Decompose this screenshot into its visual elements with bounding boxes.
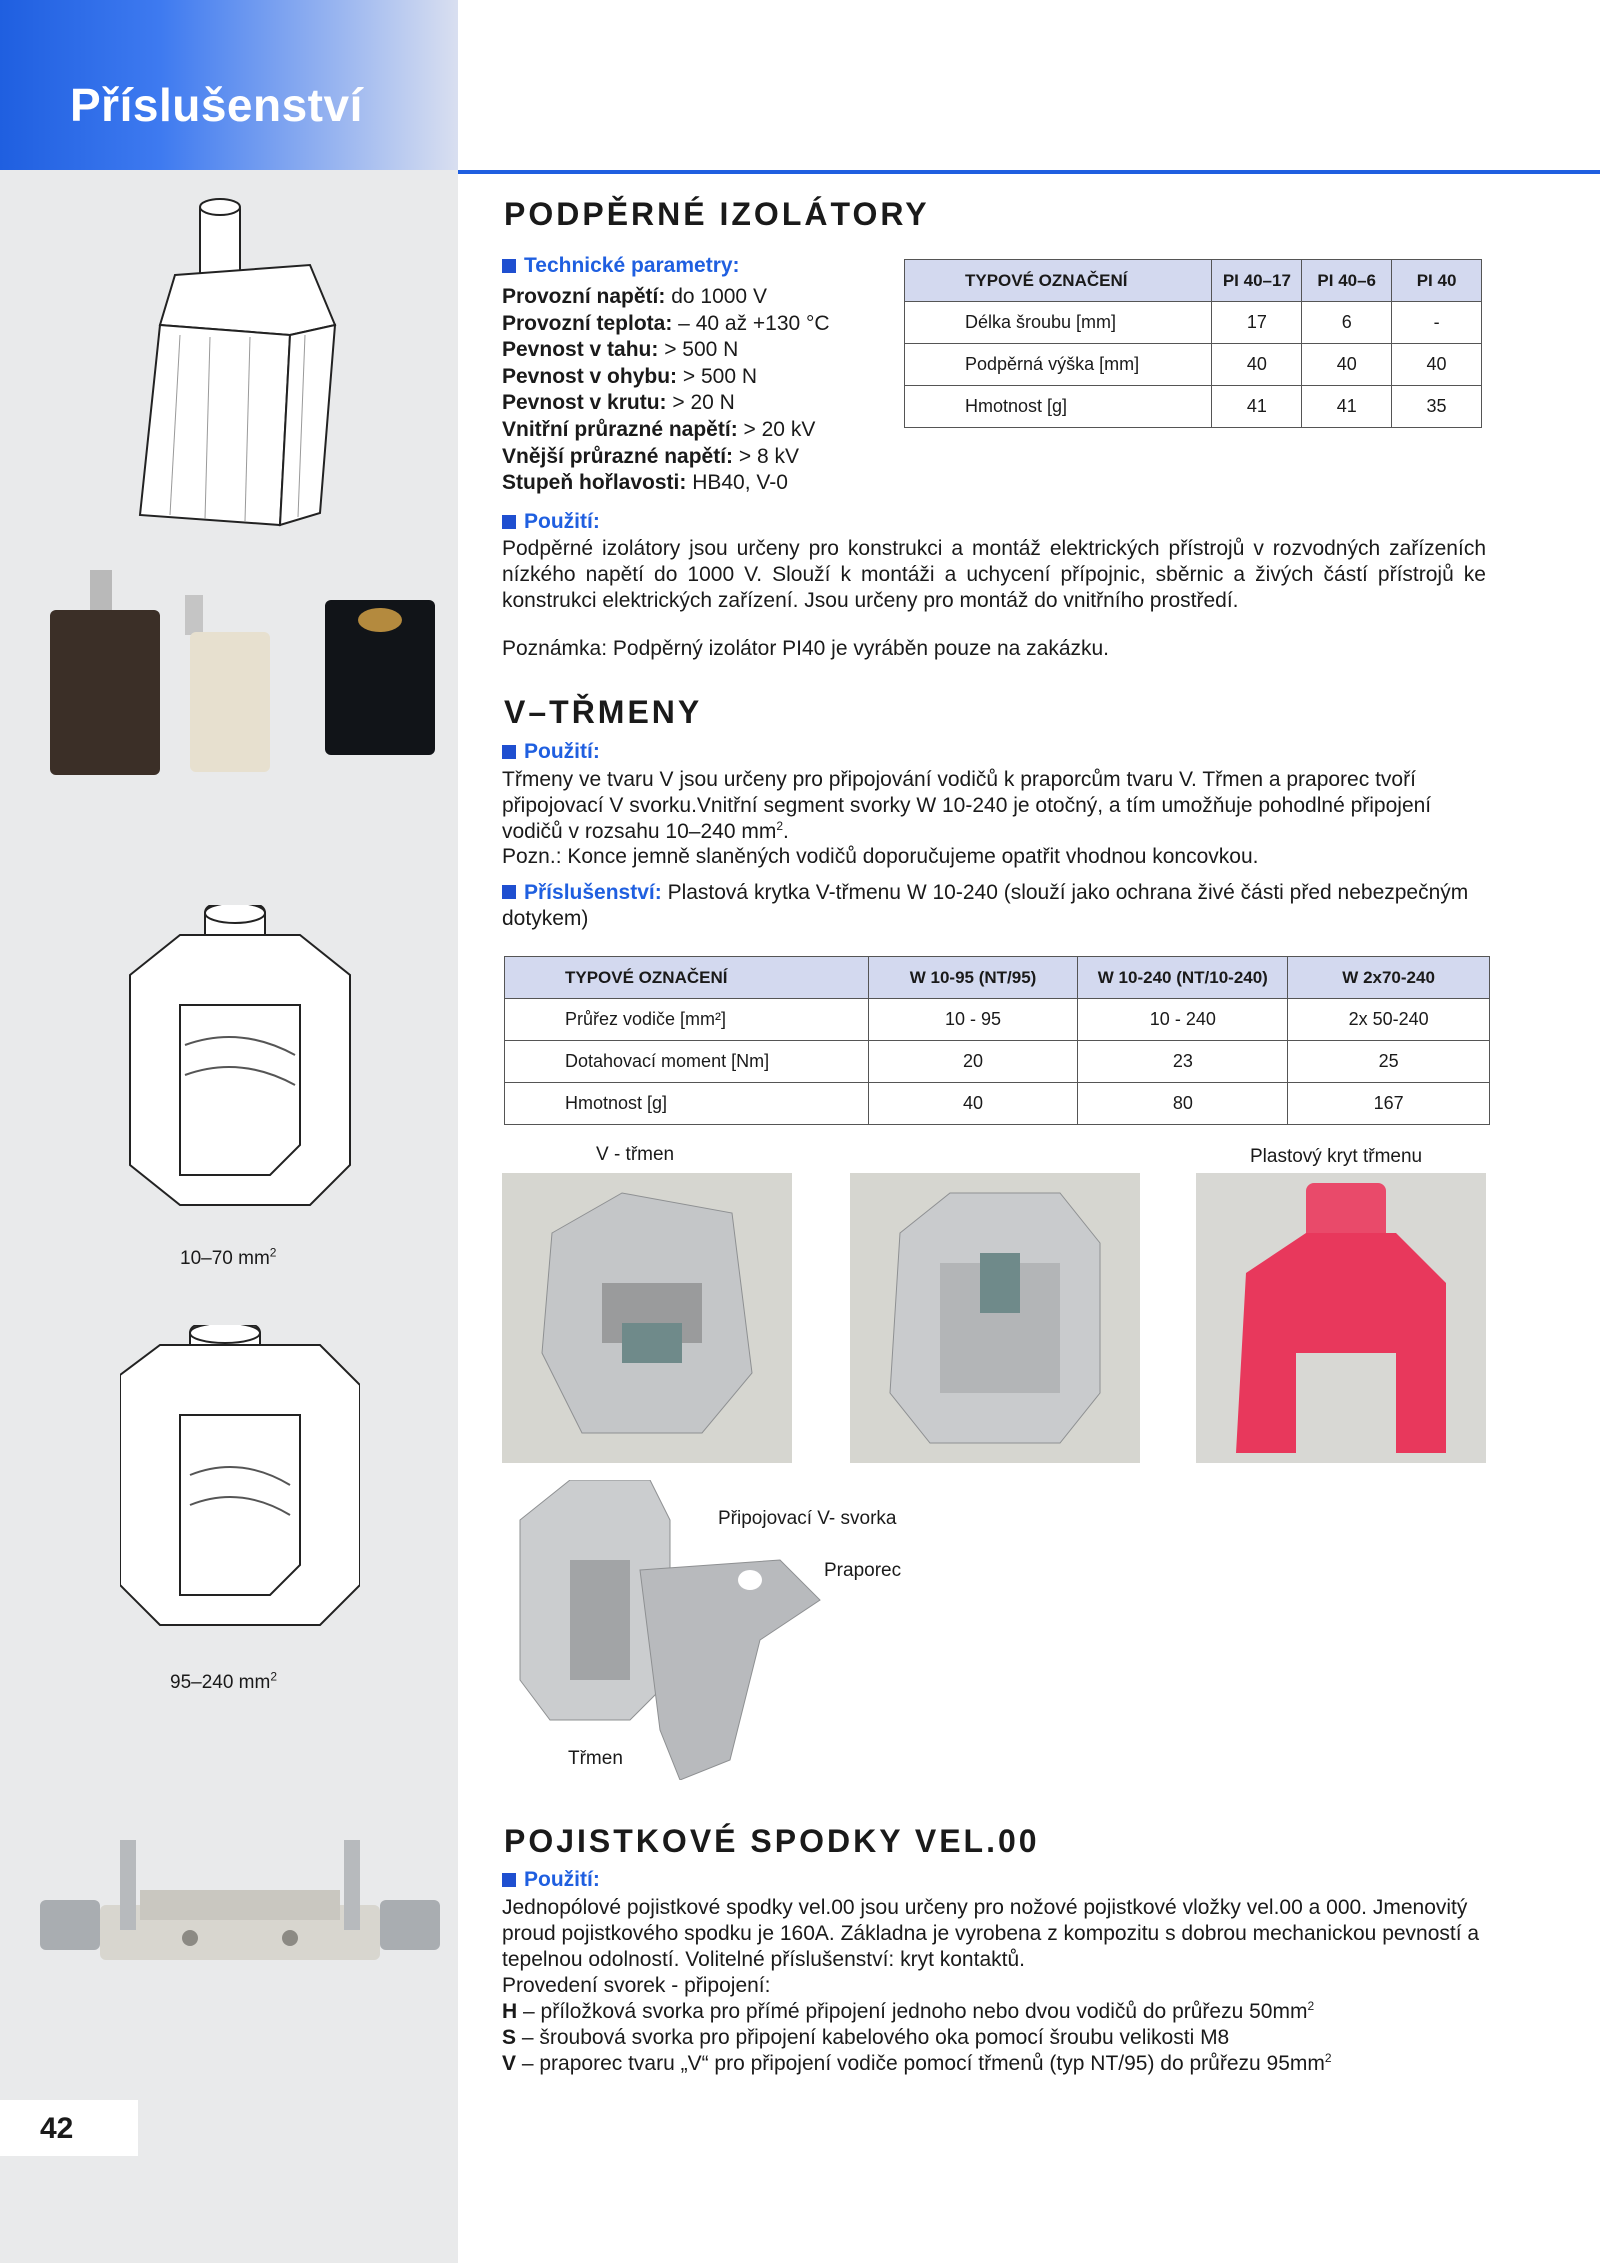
insulators-note: Poznámka: Podpěrný izolátor PI40 je vyráběn pouze na zakázku.: [502, 637, 1110, 660]
table-row: Průřez vodiče [mm²] 10 - 95 10 - 240 2x 50-240: [505, 999, 1490, 1041]
terminal-option-s: S – šroubová svorka pro připojení kabelového oka pomocí šroubu velikosti M8: [502, 2026, 1230, 2049]
caption-small-size: 10–70 $mm^2$: [180, 1245, 277, 1269]
vtrmen-spec-table: [504, 956, 1490, 1125]
caption-trmen: Třmen: [568, 1748, 623, 1769]
vtrmeny-note: Pozn.: Konce jemně slaněných vodičů doporučujeme opatřit vhodnou koncovkou.: [502, 845, 1259, 868]
table-row: Dotahovací moment [Nm] 20 23 25: [505, 1041, 1490, 1083]
table-row: Podpěrná výška [mm] 40 40 40: [905, 344, 1482, 386]
param-row: Pevnost v tahu: > 500 N: [502, 338, 739, 362]
vtrmen-photo-2: [850, 1173, 1140, 1463]
bullet-square-icon: [502, 259, 516, 273]
use-heading-vtrmeny: Použití:: [502, 740, 600, 764]
caption-connection-clamp: Připojovací V- svorka: [718, 1508, 897, 1529]
header-rule: [458, 170, 1600, 174]
tech-params-heading: Technické parametry:: [502, 254, 740, 278]
caption-plastic-cover: Plastový kryt třmenu: [1250, 1146, 1423, 1167]
insulator-photos: [50, 560, 450, 800]
caption-large-size: 95–240 $mm^2$: [170, 1669, 278, 1693]
section-title-vtrmeny: V–TŘMENY: [504, 694, 703, 730]
use-heading-fuse-bases: Použití:: [502, 1868, 600, 1892]
vtrmen-photo-1: [502, 1173, 792, 1463]
param-row: Vnitřní průrazné napětí: > 20 kV: [502, 417, 816, 441]
terminal-option-h: H – příložková svorka pro přímé připojení jednoho nebo dvou vodičů do průřezu $50mm^2$: [502, 1999, 1315, 2023]
insulators-use-text: Podpěrné izolátory jsou určeny pro konstrukci a montáž elektrických přístrojů v rozvodných zařízeních nízkého napětí do 1000 V. Slouží k montáži a uchycení přípojnic, sběrnic a živých částí přístrojů ke konstrukci elektrických zařízení. Jsou určeny pro montáž do vnitřního prostředí.: [502, 537, 1486, 612]
bullet-square-icon: [502, 885, 516, 899]
table-row: Hmotnost [g] 41 41 35: [905, 386, 1482, 428]
param-row: Pevnost v krutu: > 20 N: [502, 391, 735, 415]
param-row: Stupeň hořlavosti: HB40, V-0: [502, 471, 788, 495]
param-row: Provozní napětí: do 1000 V: [502, 285, 767, 308]
table-header-row: TYPOVÉ OZNAČENÍ PI 40–17 PI 40–6 PI 40: [905, 260, 1482, 302]
vtrmen-drawing-small: [120, 905, 360, 1225]
vtrmeny-accessory: Příslušenství: Plastová krytka V-třmenu W 10-240 (slouží jako ochrana živé části před nebezpečným dotykem): [502, 881, 1469, 930]
bullet-square-icon: [502, 1873, 516, 1887]
plastic-cover-photo: [1196, 1173, 1486, 1463]
bullet-square-icon: [502, 515, 516, 529]
page-title: Příslušenství: [70, 79, 363, 131]
fuse-bases-use-text: Jednopólové pojistkové spodky vel.00 jsou určeny pro nožové pojistkové vložky vel.00 a 000. Jmenovitý proud pojistkového spodku je 160A. Základna je vyrobena z kompozitu s dobrou mechanickou pevností a tepelnou odolností. Volitelné příslušenství: kryt kontaktů.: [502, 1896, 1480, 1971]
param-row: Provozní teplota: – 40 až +130 °C: [502, 311, 830, 335]
caption-v-trmen: V - třmen: [596, 1144, 675, 1165]
table-row: Délka šroubu [mm] 17 6 -: [905, 302, 1482, 344]
param-row: Pevnost v ohybu: > 500 N: [502, 364, 758, 388]
vtrmeny-use-text: Třmeny ve tvaru V jsou určeny pro připojování vodičů k praporcům tvaru V. Třmen a praporec tvoří připojovací V svorku.Vnitřní segment svorky W 10-240 je otočný, a tím umožňuje pohodlné připojení vodičů v rozsahu 10–240 $mm^2$.: [502, 768, 1432, 843]
use-heading-insulators: Použití:: [502, 510, 600, 534]
page-number: 42: [40, 2112, 74, 2145]
insulator-drawing: [120, 195, 360, 535]
param-row: Vnější průrazné napětí: > 8 kV: [502, 444, 800, 468]
terminal-option-v: V – praporec tvaru „V“ pro připojení vodiče pomocí třmenů (typ NT/95) do průřezu $95mm^2$: [502, 2051, 1332, 2075]
section-title-fuse-bases: POJISTKOVÉ SPODKY VEL.00: [504, 1823, 1040, 1859]
bullet-square-icon: [502, 745, 516, 759]
fuse-base-photo: [40, 1830, 440, 1980]
tech-params-list: [502, 284, 830, 497]
fuse-bases-terminals-heading: Provedení svorek - připojení:: [502, 1974, 771, 1997]
insulator-spec-table: [904, 259, 1482, 428]
table-row: Hmotnost [g] 40 80 167: [505, 1083, 1490, 1125]
section-title-insulators: PODPĚRNÉ IZOLÁTORY: [504, 196, 930, 232]
table-header-row: TYPOVÉ OZNAČENÍ W 10-95 (NT/95) W 10-240 (NT/10-240) W 2x70-240: [505, 957, 1490, 999]
vtrmen-drawing-large: [120, 1325, 360, 1645]
caption-praporec: Praporec: [824, 1560, 902, 1581]
